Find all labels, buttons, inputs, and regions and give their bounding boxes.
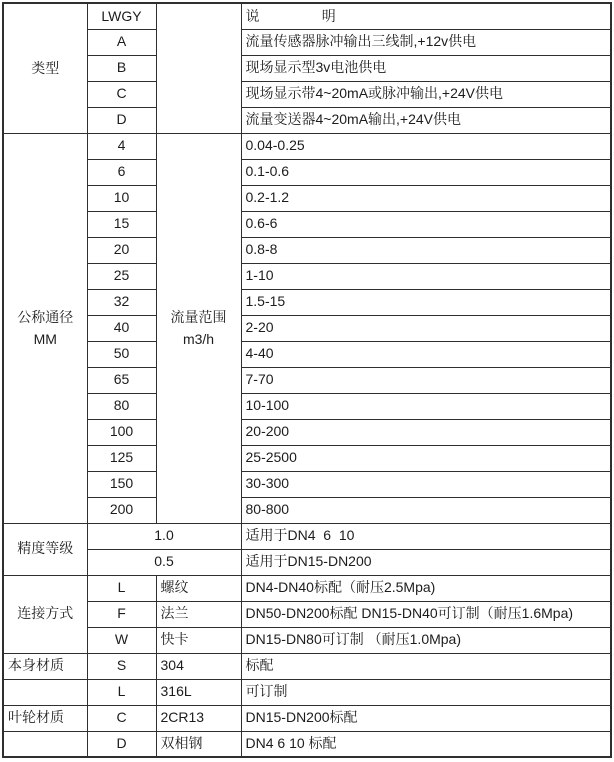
dn-cell: 4 [87, 133, 156, 159]
diameter-section-label [3, 133, 87, 523]
table-row [3, 107, 611, 133]
connection-desc-cell: DN4-DN40标配（耐压2.5Mpa) [241, 575, 611, 601]
table-row [3, 575, 611, 601]
table-row [3, 159, 611, 185]
dn-cell: 15 [87, 211, 156, 237]
table-row [3, 705, 611, 731]
flow-range-cell: 0.1-0.6 [241, 159, 611, 185]
type-code-cell: A [87, 29, 156, 55]
body-material-code-cell: S [87, 653, 156, 679]
body-material-section-label: 本身材质 [3, 653, 87, 679]
flow-range-cell: 30-300 [241, 471, 611, 497]
body-material-desc-cell: 标配 [241, 653, 611, 679]
table-row [3, 445, 611, 471]
table-row [3, 601, 611, 627]
type-section-label: 类型 [3, 3, 87, 133]
dn-cell: 32 [87, 289, 156, 315]
table-row [3, 679, 611, 705]
table-row [3, 315, 611, 341]
table-row [3, 3, 611, 29]
flow-range-cell: 0.8-8 [241, 237, 611, 263]
flow-range-label-line1: 流量范围 [170, 308, 227, 325]
connection-code-cell: F [87, 601, 156, 627]
table-row [3, 549, 611, 575]
flow-range-cell: 1-10 [241, 263, 611, 289]
table-row [3, 471, 611, 497]
table-row [3, 289, 611, 315]
body-material-name-cell: 316L [156, 679, 241, 705]
dn-cell: 125 [87, 445, 156, 471]
flow-range-label [156, 133, 241, 523]
flowmeter-spec-table [2, 2, 612, 758]
dn-cell: 65 [87, 367, 156, 393]
connection-name-cell: 法兰 [156, 601, 241, 627]
table-row [3, 523, 611, 549]
dn-cell: 80 [87, 393, 156, 419]
type-desc-cell: 现场显示带4~20mA或脉冲输出,+24V供电 [241, 81, 611, 107]
type-code-cell: D [87, 107, 156, 133]
dn-cell: 20 [87, 237, 156, 263]
accuracy-class-cell: 0.5 [87, 549, 241, 575]
accuracy-desc-cell: 适用于DN15-DN200 [241, 549, 611, 575]
body-material-desc-cell: 可订制 [241, 679, 611, 705]
dn-cell: 200 [87, 497, 156, 523]
flow-range-cell: 80-800 [241, 497, 611, 523]
table-row [3, 211, 611, 237]
impeller-material-section-label: 叶轮材质 [3, 705, 87, 731]
body-material-empty-cell [3, 679, 87, 705]
connection-section-label: 连接方式 [3, 575, 87, 653]
table-row [3, 627, 611, 653]
table-row [3, 367, 611, 393]
type-desc-cell: 流量传感器脉冲输出三线制,+12v供电 [241, 29, 611, 55]
type-desc-cell: 流量变送器4~20mA输出,+24V供电 [241, 107, 611, 133]
flow-range-cell: 2-20 [241, 315, 611, 341]
table-row [3, 341, 611, 367]
table-row [3, 263, 611, 289]
flow-range-cell: 0.6-6 [241, 211, 611, 237]
table-row [3, 237, 611, 263]
accuracy-section-label: 精度等级 [3, 523, 87, 575]
table-row [3, 133, 611, 159]
connection-code-cell: W [87, 627, 156, 653]
dn-cell: 10 [87, 185, 156, 211]
connection-name-cell: 螺纹 [156, 575, 241, 601]
impeller-material-name-cell: 双相钢 [156, 731, 241, 757]
accuracy-desc-cell: 适用于DN4 6 10 [241, 523, 611, 549]
model-code-cell: LWGY [87, 3, 156, 29]
flow-range-label-line2: m3/h [182, 331, 215, 347]
flow-range-cell: 0.04-0.25 [241, 133, 611, 159]
type-desc-cell: 现场显示型3v电池供电 [241, 55, 611, 81]
table-row [3, 185, 611, 211]
accuracy-class-cell: 1.0 [87, 523, 241, 549]
flow-range-cell: 20-200 [241, 419, 611, 445]
table-row [3, 393, 611, 419]
impeller-material-desc-cell: DN4 6 10 标配 [241, 731, 611, 757]
table-row [3, 653, 611, 679]
flow-range-cell: 10-100 [241, 393, 611, 419]
table-row [3, 497, 611, 523]
table-row [3, 55, 611, 81]
connection-desc-cell: DN15-DN80可订制 （耐压1.0Mpa) [241, 627, 611, 653]
impeller-material-name-cell: 2CR13 [156, 705, 241, 731]
impeller-material-desc-cell: DN15-DN200标配 [241, 705, 611, 731]
flow-range-cell: 1.5-15 [241, 289, 611, 315]
flow-range-cell: 4-40 [241, 341, 611, 367]
type-code-cell: B [87, 55, 156, 81]
table-row [3, 419, 611, 445]
impeller-material-empty-cell [3, 731, 87, 757]
table-row [3, 731, 611, 757]
dn-cell: 25 [87, 263, 156, 289]
connection-code-cell: L [87, 575, 156, 601]
dn-cell: 150 [87, 471, 156, 497]
diameter-label-line1: 公称通径 [17, 308, 74, 325]
connection-desc-cell: DN50-DN200标配 DN15-DN40可订制（耐压1.6Mpa) [241, 601, 611, 627]
body-material-name-cell: 304 [156, 653, 241, 679]
table-row [3, 81, 611, 107]
dn-cell: 6 [87, 159, 156, 185]
flow-range-cell: 0.2-1.2 [241, 185, 611, 211]
table-row [3, 29, 611, 55]
impeller-material-code-cell: C [87, 705, 156, 731]
impeller-material-code-cell: D [87, 731, 156, 757]
type-section-spacer-cell [156, 3, 241, 133]
body-material-code-cell: L [87, 679, 156, 705]
dn-cell: 40 [87, 315, 156, 341]
diameter-label-line2: MM [33, 331, 57, 347]
dn-cell: 50 [87, 341, 156, 367]
flow-range-cell: 25-2500 [241, 445, 611, 471]
type-code-cell: C [87, 81, 156, 107]
dn-cell: 100 [87, 419, 156, 445]
connection-name-cell: 快卡 [156, 627, 241, 653]
desc-header-cell: 说 明 [241, 3, 611, 29]
flow-range-cell: 7-70 [241, 367, 611, 393]
